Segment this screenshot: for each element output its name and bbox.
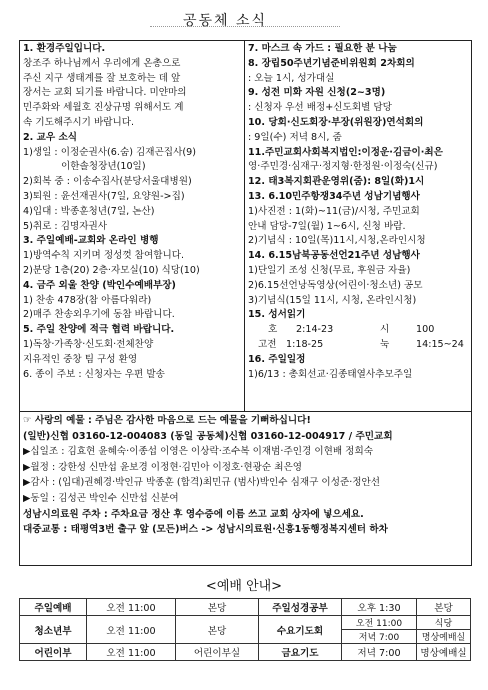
item-10-line: : 9일(수) 저녁 8시, 줌 (248, 131, 342, 143)
item-5-title: 5. 주일 찬양에 적극 협력 바랍니다. (23, 324, 175, 336)
bible-verse: 2:14-23 (296, 324, 334, 336)
item-14-line: 2)6.15선언낭독영상(어린이·청소년) 공모 (248, 279, 423, 291)
service-place: 본당 (176, 616, 259, 644)
worship-heading: <예배 안내> (205, 579, 283, 594)
item-5-line: 1)독창·가족창·신도회·전체찬양 (23, 338, 154, 350)
item-2-line: 2)회복 중 : 이송수집사(분당서울대병원) (23, 176, 192, 188)
service-place: 명상예배실 (417, 630, 471, 644)
service-place: 식당 (417, 616, 471, 630)
news-right-column (248, 42, 468, 382)
transit-note: 대중교통 : 태평역3번 출구 앞 (모든)버스 -> 성남시의료원·신흥1동행정복지센터 하차 (23, 524, 388, 536)
table-row (20, 616, 471, 630)
same-list: ▶동일 : 김성곤 박인수 신만섭 신분여 (23, 492, 179, 504)
bank-account: (일반)신협 03160-12-004083 (동일 공동체)신협 03160-12-004917 / 주민교회 (23, 430, 393, 442)
parking-note: 성남시의료원 주차 : 주차요금 정산 후 영수증에 이름 쓰고 교회 상자에 넣으세요. (23, 508, 364, 520)
item-2-line: 이한솔청장년(10일) (61, 161, 146, 173)
item-9-title: 9. 성전 미화 자원 신청(2~3명) (248, 87, 386, 99)
service-name: 청소년부 (20, 616, 87, 644)
item-16-line: 1)6/13 : 총회선교·김종태열사추모주일 (248, 368, 413, 380)
worship-table (19, 598, 471, 661)
service-name: 어린이부 (20, 644, 87, 661)
page-title (0, 6, 488, 36)
service-name: 주일예배 (20, 599, 87, 616)
service-name: 주일성경공부 (259, 599, 342, 616)
item-1-line: 민주화와 세월호 진상규명 위해서도 계 (23, 102, 184, 114)
item-13-title: 13. 6.10민주항쟁34주년 성남기념행사 (248, 190, 420, 202)
item-4-title: 4. 금주 외울 찬양 (박인수예배부장) (23, 279, 176, 291)
service-name: 수요기도회 (259, 616, 342, 644)
service-name: 금요기도 (259, 644, 342, 661)
service-place: 어린이부실 (176, 644, 259, 661)
item-14-line: 3)기념식(15일 11시, 시청, 온라인시청) (248, 294, 417, 306)
item-3-line: 2)분당 1층(20) 2층·자모실(10) 식당(10) (23, 264, 200, 276)
monthly-list: ▶월정 : 강한성 신만섭 윤보경 이정현·김민아 이정호·현광순 최은영 (23, 461, 303, 473)
service-time: 저녁 7:00 (342, 644, 417, 661)
service-place: 본당 (417, 599, 471, 616)
service-time: 오전 11:00 (87, 644, 176, 661)
bible-verse: 100 (416, 324, 435, 336)
item-9-line: : 신청자 우선 배정+신도회별 담당 (248, 102, 392, 114)
service-place: 명상예배실 (417, 644, 471, 661)
service-time: 오후 1:30 (342, 599, 417, 616)
bible-book: 호 (268, 324, 278, 336)
service-time: 오전 11:00 (342, 616, 417, 630)
table-row (20, 599, 471, 616)
bible-verse: 1:18-25 (286, 338, 324, 350)
item-16-title: 16. 주일일정 (248, 353, 306, 365)
item-14-line: 1)단일기 조성 신청(무료, 후원금 자율) (248, 264, 411, 276)
column-divider (244, 40, 245, 412)
item-3-title: 3. 주일예배-교회와 온라인 병행 (23, 235, 159, 247)
item-4-line: 1) 찬송 478장(참 아름다워라) (23, 294, 152, 306)
item-6: 6. 종이 주보 : 신청자는 우편 발송 (23, 368, 165, 380)
item-2-line: 1)생일 : 이정순권사(6.숨) 김재곤집사(9) (23, 146, 196, 158)
thanks-list: ▶감사 : (입대)권혜경·박인규 박종훈 (합격)최민규 (범사)박인수 심재구 이성준·정안선 (23, 477, 381, 489)
service-time: 오전 11:00 (87, 599, 176, 616)
bible-verse: 14:15~24 (416, 338, 464, 350)
bible-book: 눅 (380, 338, 390, 350)
item-1-line: 장서는 교회 되기를 바랍니다. 미얀마의 (23, 87, 187, 99)
item-1-line: 주신 지구 생태계를 잘 보호하는 데 앞 (23, 72, 181, 84)
item-11-line: 영·주민경·심재구·정지형·한정원·이정숙(신규) (248, 161, 438, 173)
title-text: 공동체 소식 (183, 13, 268, 29)
item-2-title: 2. 교우 소식 (23, 131, 78, 143)
item-2-line: 5)취로 : 김명자권사 (23, 220, 108, 232)
item-10-title: 10. 당회·신도회장·부장(위원장)연석회의 (248, 116, 424, 128)
service-time: 오전 11:00 (87, 616, 176, 644)
item-15-title: 15. 성서읽기 (248, 309, 306, 321)
tithe-list: ▶십일조 : 김효현 윤혜숙·이종섭 이영은 이상락·조수복 이재범·주인경 이현배 정희숙 (23, 446, 373, 458)
item-8-line: : 오늘 1시, 성가대실 (248, 72, 335, 84)
item-2-line: 4)입대 : 박종훈청년(7일, 논산) (23, 205, 155, 217)
item-13-line: 안내 담당-7일(월) 1~6시, 신청 바람. (248, 220, 406, 232)
item-14-title: 14. 6.15남북공동선언21주년 성남행사 (248, 250, 420, 262)
news-left-column (23, 42, 241, 382)
offering-section (23, 413, 393, 538)
service-time: 저녁 7:00 (342, 630, 417, 644)
bible-reading-row (248, 323, 468, 338)
item-12: 12. 태3복지회관운영위(줌): 8일(화)1시 (248, 176, 425, 188)
item-5-line: 지유적인 중창 팀 구성 환영 (23, 353, 138, 365)
item-4-line: 2)매주 찬송외우기에 동참 바랍니다. (23, 309, 175, 321)
item-2-line: 3)퇴원 : 윤선재권사(7일, 요양원->집) (23, 190, 185, 202)
item-13-line: 1)사진전 : 1(화)~11(금)/시청, 주민교회 (248, 205, 420, 217)
table-row (20, 644, 471, 661)
service-place: 본당 (176, 599, 259, 616)
item-7: 7. 마스크 속 가드 : 필요한 분 나눔 (248, 43, 397, 54)
item-3-line: 1)방역수칙 지키며 정성껏 참여합니다. (23, 250, 185, 262)
title-underline (150, 26, 340, 27)
bible-book: 고전 (258, 338, 277, 350)
bible-reading-row (248, 338, 468, 353)
item-11-title: 11.주민교회사회복지법인:이정운·김금이·최은 (248, 146, 443, 158)
item-1-line: 창조주 하나님께서 우리에게 온총으로 (23, 57, 181, 69)
item-1-title: 1. 환경주일입니다. (23, 43, 106, 54)
offering-heading: ☞ 사랑의 예물 : 주님은 감사한 마음으로 드는 예물을 기뻐하십니다! (23, 415, 311, 426)
item-1-line: 속 기도해주시기 바랍니다. (23, 116, 135, 128)
item-8-title: 8. 장립50주년기념준비위원회 2차회의 (248, 57, 415, 69)
item-13-line: 2)기념식 : 10일(목)11시,시청,온라인시청 (248, 235, 426, 247)
bible-book: 시 (380, 324, 390, 336)
